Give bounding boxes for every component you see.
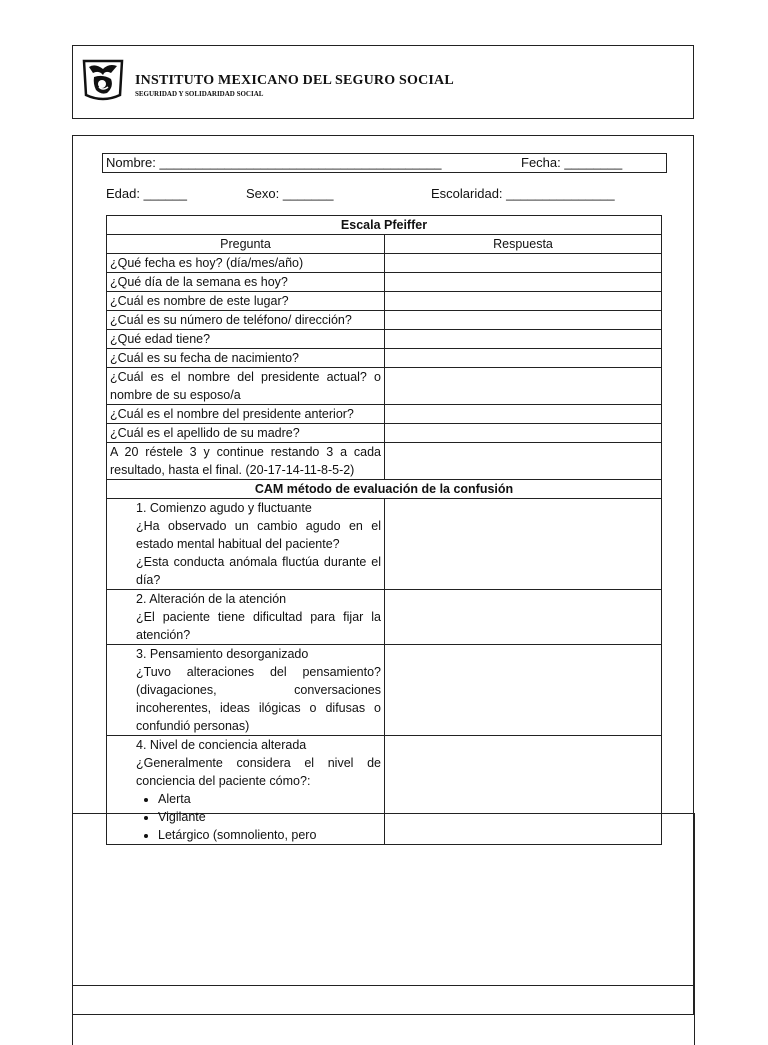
answer-cell[interactable] xyxy=(385,736,662,845)
escolaridad-row xyxy=(431,186,615,201)
answer-cell[interactable] xyxy=(385,590,662,645)
fecha-label: Fecha: xyxy=(521,155,561,170)
sexo-label: Sexo: xyxy=(246,186,280,201)
answer-cell[interactable] xyxy=(385,443,662,480)
question-cell: ¿Cuál es el nombre del presidente actual? o nombre de su esposo/a xyxy=(107,368,385,405)
answer-cell[interactable] xyxy=(385,311,662,330)
sexo-field[interactable]: _______ xyxy=(282,186,334,201)
question-cell xyxy=(107,499,385,590)
edad-label: Edad: xyxy=(106,186,140,201)
table-row xyxy=(107,349,662,368)
nombre-label: Nombre: xyxy=(106,155,156,170)
answer-cell[interactable] xyxy=(385,405,662,424)
question-cell: ¿Qué día de la semana es hoy? xyxy=(107,273,385,292)
table-row xyxy=(107,311,662,330)
answer-cell[interactable] xyxy=(385,330,662,349)
question-cell: ¿Qué edad tiene? xyxy=(107,330,385,349)
answer-cell[interactable] xyxy=(385,292,662,311)
answer-cell[interactable] xyxy=(385,349,662,368)
nombre-fecha-box xyxy=(102,153,667,173)
cam-title: CAM método de evaluación de la confusión xyxy=(107,480,662,499)
question-cell: ¿Cuál es nombre de este lugar? xyxy=(107,292,385,311)
answer-cell[interactable] xyxy=(385,499,662,590)
question-cell: ¿Cuál es su número de teléfono/ dirección? xyxy=(107,311,385,330)
cam-item-text: ¿El paciente tiene dificultad para fijar la atención? xyxy=(136,610,381,642)
table-row xyxy=(107,499,662,590)
table-row xyxy=(107,645,662,736)
escolaridad-field[interactable]: _______________ xyxy=(506,186,615,201)
question-cell: ¿Qué fecha es hoy? (día/mes/año) xyxy=(107,254,385,273)
question-cell: ¿Cuál es el nombre del presidente anterior? xyxy=(107,405,385,424)
cam-item-heading: 4. Nivel de conciencia alterada xyxy=(136,738,307,752)
cam-item-text: ¿Ha observado un cambio agudo en el estado mental habitual del paciente? xyxy=(136,519,381,551)
sexo-row xyxy=(246,186,334,201)
answer-cell[interactable] xyxy=(385,368,662,405)
question-cell xyxy=(107,736,385,845)
table-row xyxy=(107,590,662,645)
institution-header xyxy=(72,45,694,119)
escolaridad-label: Escolaridad: xyxy=(431,186,503,201)
cam-item-text: ¿Esta conducta anómala fluctúa durante el día? xyxy=(136,555,381,587)
consciousness-options xyxy=(110,790,381,844)
cam-item-heading: 3. Pensamiento desorganizado xyxy=(136,647,309,661)
list-item: • Letárgico (somnoliento, pero xyxy=(158,826,381,844)
list-item: • Alerta xyxy=(158,790,381,808)
question-cell xyxy=(107,645,385,736)
assessment-table xyxy=(106,215,662,845)
cam-item-heading: 1. Comienzo agudo y fluctuante xyxy=(136,501,312,515)
col-answer-header: Respuesta xyxy=(385,235,662,254)
edad-row xyxy=(106,186,187,201)
question-cell xyxy=(107,590,385,645)
question-cell: ¿Cuál es el apellido de su madre? xyxy=(107,424,385,443)
fecha-field[interactable]: ________ xyxy=(564,155,623,170)
institute-tagline: SEGURIDAD Y SOLIDARIDAD SOCIAL xyxy=(135,90,264,98)
table-row xyxy=(107,254,662,273)
table-row xyxy=(107,424,662,443)
list-item: • Vigilante xyxy=(158,808,381,826)
table-row xyxy=(107,405,662,424)
question-cell: ¿Cuál es su fecha de nacimiento? xyxy=(107,349,385,368)
cam-item-heading: 2. Alteración de la atención xyxy=(136,592,287,606)
table-row xyxy=(107,368,662,405)
institute-name: INSTITUTO MEXICANO DEL SEGURO SOCIAL xyxy=(135,73,454,88)
edad-field[interactable]: ______ xyxy=(143,186,187,201)
question-cell: A 20 réstele 3 y continue restando 3 a cada resultado, hasta el final. (20-17-14-11-8-5-2) xyxy=(107,443,385,480)
answer-cell[interactable] xyxy=(385,424,662,443)
cam-item-text: ¿Generalmente considera el nivel de conciencia del paciente cómo?: xyxy=(136,756,381,788)
table-row xyxy=(107,443,662,480)
answer-cell[interactable] xyxy=(385,254,662,273)
imss-eagle-logo-icon xyxy=(81,57,125,103)
table-row xyxy=(107,330,662,349)
col-question-header: Pregunta xyxy=(107,235,385,254)
nombre-field[interactable]: _______________________________________ xyxy=(159,155,442,170)
answer-cell[interactable] xyxy=(385,645,662,736)
table-row xyxy=(107,273,662,292)
answer-cell[interactable] xyxy=(385,273,662,292)
table-row xyxy=(107,736,662,845)
table-row xyxy=(107,292,662,311)
pfeiffer-title: Escala Pfeiffer xyxy=(107,216,662,235)
lower-frame-continuation xyxy=(72,985,695,1045)
cam-item-text: ¿Tuvo alteraciones del pensamiento? (divagaciones, conversaciones incoherentes, ideas ilógicas o difusas o confundió personas) xyxy=(136,665,381,733)
